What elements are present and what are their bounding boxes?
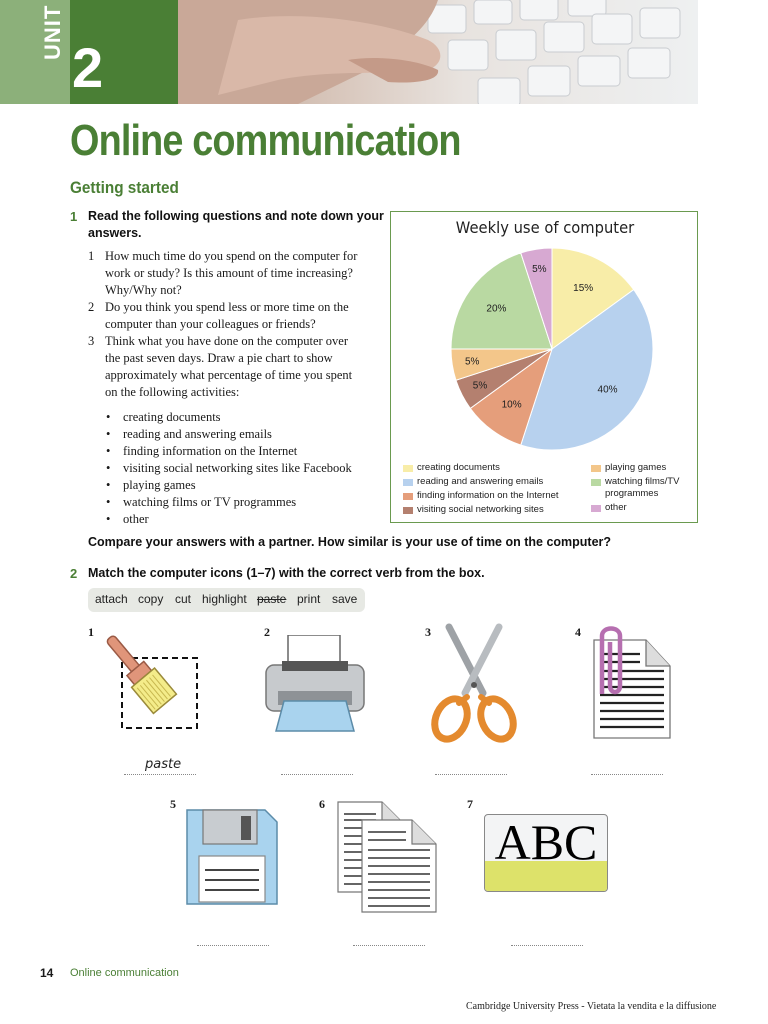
- icon-number-6: 6: [319, 797, 325, 811]
- question-line: on the following activities:: [105, 385, 240, 399]
- list-item-text: reading and answering emails: [123, 427, 272, 441]
- question-number: 2: [88, 300, 95, 314]
- list-item: [106, 409, 376, 426]
- list-item-text: finding information on the Internet: [123, 444, 298, 458]
- legend-label: finding information on the Internet: [417, 490, 559, 501]
- verb-paste: paste: [257, 592, 287, 606]
- footer-section: Online communication: [70, 967, 179, 979]
- unit-number: 2: [72, 36, 104, 99]
- pie-slice-label: 20%: [486, 303, 507, 315]
- verb-copy: copy: [138, 592, 164, 606]
- legend-swatch: [403, 493, 413, 500]
- exercise-number-1: 1: [70, 209, 78, 224]
- legend-item: [403, 504, 583, 518]
- question-2: [88, 299, 378, 333]
- publisher-notice: Cambridge University Press - Vietata la vendita e la diffusione: [466, 1001, 717, 1012]
- answer-blank-4[interactable]: [591, 773, 663, 775]
- legend-swatch: [591, 505, 601, 512]
- legend-swatch: [403, 465, 413, 472]
- paste-brush-icon: [100, 625, 204, 733]
- scissors-icon: [427, 623, 519, 745]
- legend-swatch: [591, 479, 601, 486]
- legend-item: [403, 490, 583, 504]
- legend-label: playing games: [605, 462, 667, 473]
- question-line: Do you think you spend less or more time on the: [105, 300, 349, 314]
- unit-label: UNIT: [40, 4, 65, 60]
- abc-text: ABC: [494, 814, 598, 870]
- legend-label: visiting social networking sites: [417, 504, 544, 515]
- bullet: •: [106, 444, 111, 458]
- question-1: [88, 248, 378, 300]
- list-item-text: watching films or TV programmes: [123, 495, 297, 509]
- exercise-2-instruction: Match the computer icons (1–7) with the correct verb from the box.: [88, 566, 485, 580]
- legend-label: watching films/TV: [605, 476, 680, 487]
- instruction-line: answers.: [88, 226, 142, 240]
- bullet: •: [106, 512, 111, 526]
- legend-label: programmes: [605, 488, 659, 499]
- printer-icon: [262, 635, 368, 733]
- legend-label: reading and answering emails: [417, 476, 544, 487]
- list-item: [106, 426, 376, 443]
- legend-item: [403, 462, 583, 476]
- verb-highlight: highlight: [202, 592, 247, 606]
- floppy-disk-icon: [185, 808, 279, 906]
- compare-instruction: Compare your answers with a partner. How similar is your use of time on the computer?: [88, 535, 612, 549]
- list-item: [106, 443, 376, 460]
- question-line: Think what you have done on the computer over: [105, 334, 348, 348]
- question-line: How much time do you spend on the computer for: [105, 249, 358, 263]
- question-line: work or study? Is this amount of time increasing?: [105, 266, 353, 280]
- verb-box: [88, 588, 365, 612]
- legend-label: other: [605, 502, 627, 513]
- pie-slice-label: 5%: [472, 380, 488, 392]
- bullet: •: [106, 427, 111, 441]
- question-number: 1: [88, 249, 95, 263]
- bullet: •: [106, 461, 111, 475]
- instruction-line: Read the following questions and note down your: [88, 209, 384, 223]
- list-item: [106, 477, 376, 494]
- answer-blank-3[interactable]: [435, 773, 507, 775]
- answer-blank-7[interactable]: [511, 944, 583, 946]
- legend-item: [591, 476, 691, 502]
- icon-number-4: 4: [575, 625, 581, 639]
- verb-print: print: [297, 592, 321, 606]
- page-title: Online communication: [70, 116, 461, 165]
- verb-attach: attach: [95, 592, 128, 606]
- icon-number-2: 2: [264, 625, 270, 639]
- question-number: 3: [88, 334, 95, 348]
- pie-slice-label: 5%: [532, 264, 547, 276]
- answer-1-text: paste: [145, 757, 182, 772]
- list-item-text: other: [123, 512, 149, 526]
- pie-slice-label: 40%: [597, 384, 618, 396]
- legend-swatch: [403, 479, 413, 486]
- question-line: the past seven days. Draw a pie chart to show: [105, 351, 333, 365]
- legend-item: [591, 462, 691, 476]
- bullet: •: [106, 410, 111, 424]
- bullet: •: [106, 478, 111, 492]
- copy-documents-icon: [336, 800, 438, 914]
- attach-document-icon: [588, 624, 674, 740]
- page-number: 14: [40, 966, 54, 980]
- answer-blank-6[interactable]: [353, 944, 425, 946]
- bullet: •: [106, 495, 111, 509]
- legend-label: creating documents: [417, 462, 500, 473]
- pie-slice-label: 15%: [573, 282, 594, 294]
- pie-slice-label: 5%: [464, 356, 480, 368]
- verb-cut: cut: [175, 592, 192, 606]
- question-line: Why/Why not?: [105, 283, 182, 297]
- legend-item: [403, 476, 583, 490]
- pie-slice-label: 10%: [501, 399, 522, 411]
- list-item-text: playing games: [123, 478, 196, 492]
- list-item: [106, 460, 376, 477]
- icon-number-5: 5: [170, 797, 176, 811]
- chart-title: Weekly use of computer: [455, 218, 635, 237]
- list-item-text: creating documents: [123, 410, 221, 424]
- list-item: [106, 511, 376, 528]
- list-item: [106, 494, 376, 511]
- question-line: approximately what percentage of time you spent: [105, 368, 353, 382]
- legend-swatch: [403, 507, 413, 514]
- verb-save: save: [332, 592, 358, 606]
- question-line: computer than your colleagues or friends?: [105, 317, 316, 331]
- keyboard-photo: [178, 0, 698, 104]
- section-heading: Getting started: [70, 178, 179, 197]
- legend-swatch: [591, 465, 601, 472]
- pie-chart-box: [390, 211, 698, 523]
- exercise-number-2: 2: [70, 566, 78, 581]
- exercise-1-instruction: [88, 208, 384, 242]
- legend-item: [591, 502, 691, 516]
- answer-blank-2[interactable]: [281, 773, 353, 775]
- list-item-text: visiting social networking sites like Facebook: [123, 461, 352, 475]
- icon-number-1: 1: [88, 625, 94, 639]
- icon-number-3: 3: [425, 625, 431, 639]
- answer-blank-1[interactable]: [124, 773, 196, 775]
- icon-number-7: 7: [467, 797, 473, 811]
- answer-blank-5[interactable]: [197, 944, 269, 946]
- highlight-abc-icon: [484, 814, 608, 892]
- question-3: [88, 333, 378, 401]
